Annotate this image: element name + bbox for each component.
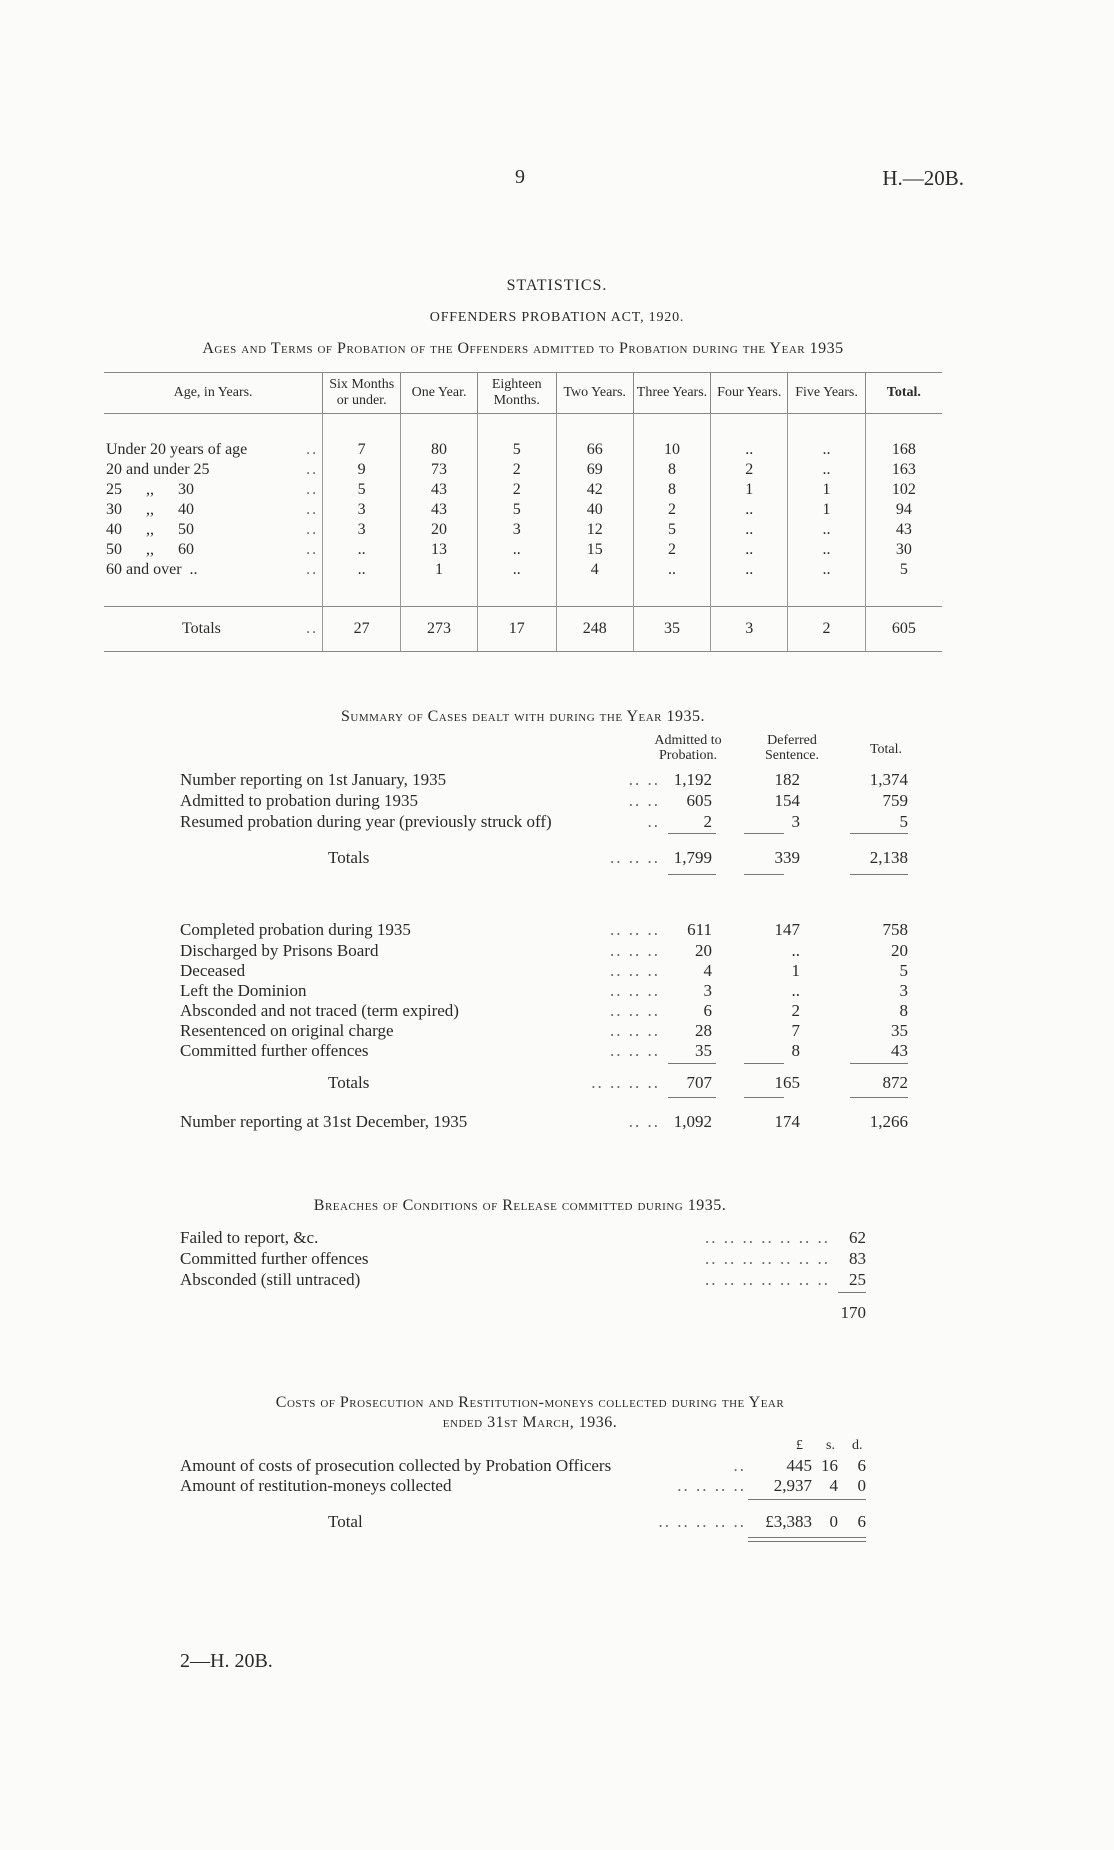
summary-row-label: Left the Dominion: [180, 981, 307, 1000]
leader-dots: ..: [306, 521, 319, 538]
summary-admitted-value: 611: [687, 920, 712, 939]
rule-line: [668, 833, 716, 834]
table-row: [104, 540, 942, 560]
leader-dots: .. .. ..: [610, 1041, 660, 1060]
summary-admitted-value: 605: [686, 791, 712, 810]
summary-row-label: Completed probation during 1935: [180, 920, 411, 939]
leader-dots: .. .. .. .. ..: [658, 1512, 746, 1531]
costs-pence-header: d.: [852, 1438, 863, 1453]
leader-dots: .. ..: [628, 770, 660, 789]
leader-dots: .. .. .. .. .. .. ..: [705, 1249, 830, 1268]
table-cell: 20: [401, 520, 478, 540]
leader-dots: ..: [306, 441, 319, 458]
summary-deferred-value: 339: [774, 848, 800, 867]
table-cell: 8: [633, 480, 710, 500]
rule-line: [668, 1097, 716, 1098]
summary-admitted-value: 6: [703, 1001, 712, 1020]
leader-dots: ..: [306, 541, 319, 558]
row-age-label: [104, 460, 323, 480]
leader-dots: ..: [733, 1456, 746, 1475]
totals-row: [104, 607, 942, 652]
summary-total-value: 2,138: [869, 848, 908, 867]
rule-line: [850, 1063, 908, 1064]
summary-total-value: 759: [882, 791, 908, 810]
leader-dots: .. .. .. .. .. .. ..: [705, 1270, 830, 1289]
table-cell: ..: [711, 440, 788, 460]
table-cell: 1: [711, 480, 788, 500]
col-header-one-year: One Year.: [401, 373, 478, 414]
totals-cell: 273: [401, 607, 478, 652]
section-title: STATISTICS.: [506, 277, 608, 294]
table-cell: 8: [633, 460, 710, 480]
leader-dots: .. .. ..: [610, 1021, 660, 1040]
leader-dots: .. .. ..: [610, 941, 660, 960]
table-cell: 5: [865, 560, 942, 580]
costs-pounds-value: 2,937: [773, 1476, 812, 1495]
table-cell: 2: [477, 460, 556, 480]
spacer-row: [104, 414, 942, 441]
summary-admitted-value: 3: [703, 981, 712, 1000]
costs-title-line1: Costs of Prosecution and Restitution-moneys collected during the Year: [275, 1394, 785, 1411]
table-cell: 102: [865, 480, 942, 500]
table-cell: 4: [556, 560, 633, 580]
rule-line: [744, 1063, 784, 1064]
summary-row-label: Admitted to probation during 1935: [180, 791, 418, 810]
table-cell: 30: [865, 540, 942, 560]
col-header-three-years: Three Years.: [633, 373, 710, 414]
summary-total-value: 35: [891, 1021, 908, 1040]
costs-row-label: Total: [328, 1512, 363, 1531]
breach-value: 25: [849, 1270, 866, 1289]
costs-title-line2: ended 31st March, 1936.: [442, 1414, 618, 1431]
table-cell: 2: [711, 460, 788, 480]
col-header-summary-total: Total.: [869, 742, 903, 757]
leader-dots: .. .. .. .. .. .. ..: [705, 1228, 830, 1247]
costs-shillings-value: 4: [829, 1476, 838, 1495]
summary-row-label: Discharged by Prisons Board: [180, 941, 379, 960]
costs-pence-value: 6: [857, 1456, 866, 1475]
table-cell: 43: [401, 480, 478, 500]
row-age-label: [104, 480, 323, 500]
table-cell: 3: [477, 520, 556, 540]
costs-shillings-value: 0: [829, 1512, 838, 1531]
table-cell: ..: [477, 560, 556, 580]
table-cell: ..: [633, 560, 710, 580]
table-cell: 2: [633, 500, 710, 520]
summary-total-value: 1,374: [869, 770, 908, 789]
table-cell: ..: [323, 540, 401, 560]
summary-total-value: 5: [899, 812, 908, 831]
leader-dots: .. .. ..: [610, 848, 660, 867]
costs-pence-value: 0: [857, 1476, 866, 1495]
table-cell: 69: [556, 460, 633, 480]
rule-line: [668, 874, 716, 875]
rule-line: [744, 833, 784, 834]
table-cell: ..: [711, 560, 788, 580]
table-cell: ..: [788, 520, 865, 540]
summary-total-value: 43: [891, 1041, 908, 1060]
summary-admitted-value: 35: [695, 1041, 712, 1060]
col-header-deferred: Deferred Sentence.: [764, 733, 820, 763]
table-cell: 1: [788, 500, 865, 520]
totals-cell: 3: [711, 607, 788, 652]
costs-row-label: Amount of costs of prosecution collected by Probation Officers: [180, 1456, 612, 1475]
rule-line: [850, 833, 908, 834]
table-cell: 43: [401, 500, 478, 520]
table-cell: 5: [633, 520, 710, 540]
summary-row-label: Deceased: [180, 961, 246, 980]
table-cell: ..: [711, 500, 788, 520]
table-header-row: [104, 373, 942, 414]
summary-deferred-value: 182: [774, 770, 800, 789]
table-row: [104, 560, 942, 580]
table-row: [104, 440, 942, 460]
summary-admitted-value: 1,092: [673, 1112, 712, 1131]
summary-deferred-value: 174: [774, 1112, 800, 1131]
table-cell: 168: [865, 440, 942, 460]
summary-deferred-value: 3: [791, 812, 800, 831]
summary-deferred-value: ..: [791, 981, 800, 1000]
table-cell: 5: [323, 480, 401, 500]
table-cell: ..: [788, 440, 865, 460]
costs-row-label: Amount of restitution-moneys collected: [180, 1476, 452, 1495]
table-cell: 7: [323, 440, 401, 460]
summary-deferred-value: 1: [791, 961, 800, 980]
rule-line: [838, 1292, 866, 1293]
age-text: Under 20 years of age: [106, 441, 248, 458]
totals-cell: 605: [865, 607, 942, 652]
leader-dots: ..: [306, 561, 319, 578]
rule-line: [850, 1097, 908, 1098]
table-row: [104, 500, 942, 520]
row-age-label: [104, 520, 323, 540]
costs-shillings-header: s.: [826, 1438, 835, 1453]
summary-admitted-value: 4: [703, 961, 712, 980]
row-age-label: [104, 560, 323, 580]
table-cell: 10: [633, 440, 710, 460]
table-cell: ..: [788, 540, 865, 560]
breach-label: Failed to report, &c.: [180, 1228, 319, 1247]
leader-dots: .. .. ..: [610, 920, 660, 939]
table-cell: 40: [556, 500, 633, 520]
act-title: OFFENDERS PROBATION ACT, 1920.: [429, 310, 685, 325]
table-cell: 3: [323, 520, 401, 540]
age-text: 60 and over ..: [106, 561, 198, 578]
table1-title: Ages and Terms of Probation of the Offenders admitted to Probation during the Year 1935: [202, 340, 844, 357]
col-header-five-years: Five Years.: [788, 373, 865, 414]
col-header-eighteen-months: Eighteen Months.: [477, 373, 556, 414]
table-row: [104, 520, 942, 540]
summary-title: Summary of Cases dealt with during the Year 1935.: [340, 708, 706, 725]
summary-admitted-value: 1,192: [673, 770, 712, 789]
summary-row-label: Number reporting at 31st December, 1935: [180, 1112, 468, 1131]
table-cell: 94: [865, 500, 942, 520]
rule-line: [744, 874, 784, 875]
summary-total-value: 20: [891, 941, 908, 960]
table-cell: 1: [788, 480, 865, 500]
leader-dots: .. .. .. ..: [677, 1476, 746, 1495]
summary-total-value: 872: [882, 1073, 908, 1092]
table-cell: 2: [477, 480, 556, 500]
table-cell: 5: [477, 440, 556, 460]
summary-total-value: 1,266: [869, 1112, 908, 1131]
table-cell: 163: [865, 460, 942, 480]
breach-label: Committed further offences: [180, 1249, 369, 1268]
ages-terms-table: [104, 372, 942, 652]
summary-row-label: Resentenced on original charge: [180, 1021, 394, 1040]
summary-deferred-value: 147: [774, 920, 800, 939]
table-cell: 12: [556, 520, 633, 540]
breach-label: Absconded (still untraced): [180, 1270, 361, 1289]
table-cell: ..: [711, 520, 788, 540]
row-age-label: [104, 440, 323, 460]
totals-text: Totals: [182, 620, 221, 637]
row-age-label: [104, 540, 323, 560]
summary-deferred-value: 7: [791, 1021, 800, 1040]
footer-reference: 2—H. 20B.: [180, 1650, 273, 1672]
summary-row-label: Totals: [328, 1073, 370, 1092]
table-cell: 5: [477, 500, 556, 520]
breaches-title: Breaches of Conditions of Release committed during 1935.: [313, 1197, 727, 1214]
summary-admitted-value: 20: [695, 941, 712, 960]
col-header-admitted: Admitted to Probation.: [654, 733, 722, 763]
summary-row-label: Committed further offences: [180, 1041, 369, 1060]
table-cell: 43: [865, 520, 942, 540]
leader-dots: .. .. .. ..: [591, 1073, 660, 1092]
table-cell: 2: [633, 540, 710, 560]
summary-deferred-value: 8: [791, 1041, 800, 1060]
age-text: 50 ,, 60: [106, 541, 194, 558]
summary-deferred-value: 2: [791, 1001, 800, 1020]
col-header-total: Total.: [865, 373, 942, 414]
doc-reference: H.—20B.: [882, 166, 964, 190]
costs-shillings-value: 16: [821, 1456, 838, 1475]
summary-row-label: Totals: [328, 848, 370, 867]
table-cell: 15: [556, 540, 633, 560]
leader-dots: .. .. ..: [610, 981, 660, 1000]
summary-total-value: 3: [899, 981, 908, 1000]
table-cell: 42: [556, 480, 633, 500]
summary-row-label: Absconded and not traced (term expired): [180, 1001, 459, 1020]
leader-dots: .. ..: [628, 791, 660, 810]
costs-pence-value: 6: [857, 1512, 866, 1531]
summary-total-value: 5: [899, 961, 908, 980]
rule-line: [668, 1063, 716, 1064]
summary-total-value: 8: [899, 1001, 908, 1020]
age-text: 20 and under 25: [106, 461, 210, 478]
table-cell: 9: [323, 460, 401, 480]
age-text: 25 ,, 30: [106, 481, 194, 498]
summary-deferred-value: 154: [774, 791, 800, 810]
table-cell: 3: [323, 500, 401, 520]
table-cell: 13: [401, 540, 478, 560]
leader-dots: ..: [306, 481, 319, 498]
table-cell: 80: [401, 440, 478, 460]
col-header-two-years: Two Years.: [556, 373, 633, 414]
totals-cell: 35: [633, 607, 710, 652]
totals-cell: 27: [323, 607, 401, 652]
row-age-label: [104, 500, 323, 520]
breach-value: 62: [849, 1228, 866, 1247]
totals-cell: 2: [788, 607, 865, 652]
table-cell: ..: [788, 560, 865, 580]
summary-admitted-value: 707: [686, 1073, 712, 1092]
breaches-total: 170: [840, 1303, 866, 1322]
table-cell: ..: [477, 540, 556, 560]
totals-cell: 248: [556, 607, 633, 652]
rule-line: [850, 874, 908, 875]
leader-dots: ..: [306, 620, 319, 637]
page-number: 9: [515, 166, 525, 188]
summary-row-label: Number reporting on 1st January, 1935: [180, 770, 447, 789]
rule-line: [748, 1537, 866, 1538]
totals-label: [104, 607, 323, 652]
costs-pounds-header: £: [796, 1438, 803, 1453]
totals-cell: 17: [477, 607, 556, 652]
summary-total-value: 758: [882, 920, 908, 939]
col-header-six-months: Six Months or under.: [323, 373, 401, 414]
table-cell: 1: [401, 560, 478, 580]
summary-admitted-value: 2: [703, 812, 712, 831]
summary-row-label: Resumed probation during year (previously struck off): [180, 812, 552, 831]
spacer-row: [104, 580, 942, 607]
leader-dots: .. ..: [628, 1112, 660, 1131]
breach-value: 83: [849, 1249, 866, 1268]
table-cell: 66: [556, 440, 633, 460]
table-cell: ..: [323, 560, 401, 580]
rule-line: [748, 1499, 866, 1500]
leader-dots: ..: [647, 812, 660, 831]
summary-admitted-value: 28: [695, 1021, 712, 1040]
leader-dots: ..: [306, 461, 319, 478]
summary-admitted-value: 1,799: [673, 848, 712, 867]
age-text: 30 ,, 40: [106, 501, 194, 518]
col-header-age: Age, in Years.: [104, 373, 323, 414]
costs-pounds-value: £3,383: [765, 1512, 812, 1531]
rule-line: [744, 1097, 784, 1098]
age-text: 40 ,, 50: [106, 521, 194, 538]
col-header-four-years: Four Years.: [711, 373, 788, 414]
costs-pounds-value: 445: [786, 1456, 812, 1475]
leader-dots: .. .. ..: [610, 961, 660, 980]
rule-line: [748, 1541, 866, 1542]
summary-deferred-value: ..: [791, 941, 800, 960]
table-row: [104, 480, 942, 500]
table-cell: ..: [788, 460, 865, 480]
table-row: [104, 460, 942, 480]
summary-deferred-value: 165: [774, 1073, 800, 1092]
leader-dots: .. .. ..: [610, 1001, 660, 1020]
leader-dots: ..: [306, 501, 319, 518]
table-cell: 73: [401, 460, 478, 480]
table-cell: ..: [711, 540, 788, 560]
